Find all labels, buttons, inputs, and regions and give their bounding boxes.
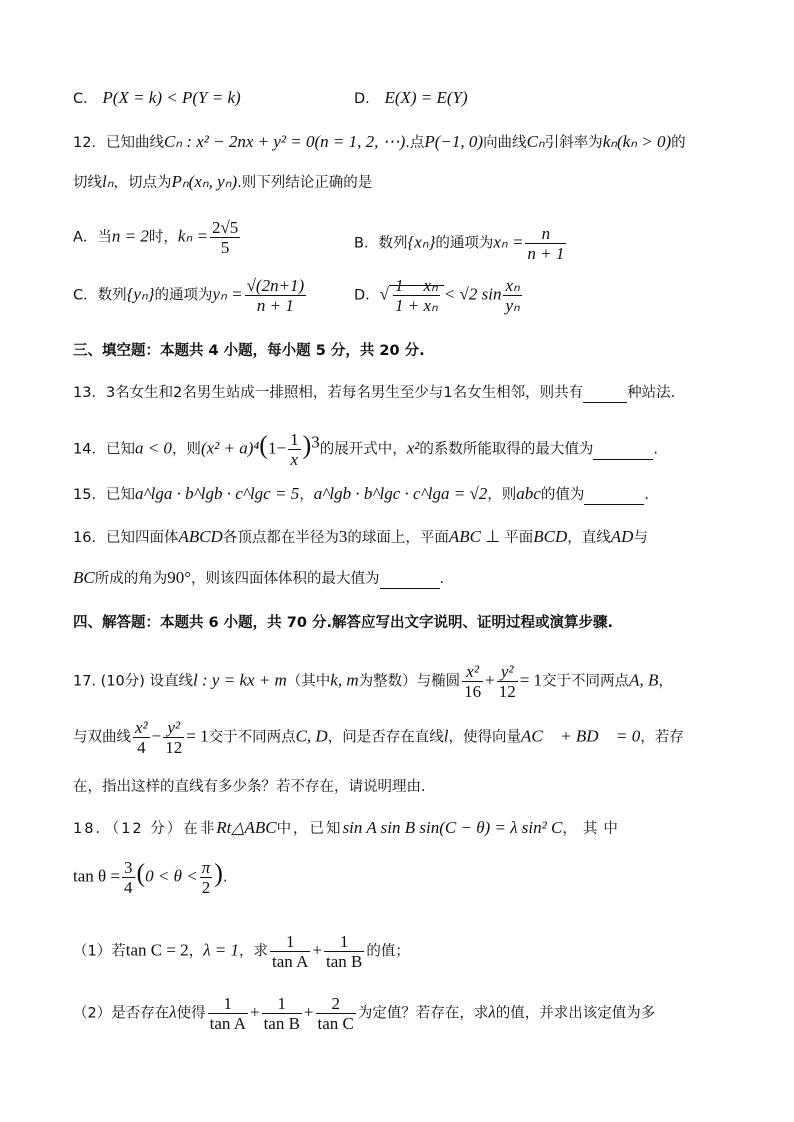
q17-eq2: = 1 [186, 726, 209, 746]
q12-stem-line2 [73, 172, 372, 193]
q12-text: 时， [148, 229, 178, 246]
q18-text: . [222, 869, 228, 886]
q11-option-c-label: C． [73, 91, 98, 107]
q18-line1 [73, 818, 624, 839]
q12-option-d-label: D． [354, 287, 380, 304]
q18-number: 18．（12 分）在非 [73, 821, 217, 837]
q16-text: 与 [633, 530, 648, 546]
fraction-numerator: 1 [208, 994, 248, 1014]
q14-text: ，则 [171, 441, 201, 458]
q15-eq1: a^lga · b^lgb · c^lgc = 5 [134, 484, 300, 503]
q18-part1-cond: tan C = 2 [125, 940, 189, 960]
fraction-denominator: 1 + xₙ [395, 296, 438, 315]
q18-part2-lambda: λ [488, 1002, 496, 1022]
q16-abcd: ABCD [178, 527, 223, 546]
fraction-denominator: tan A [272, 952, 309, 971]
fraction-numerator: 1 − xₙ [395, 276, 438, 295]
q17-text: （其中 [286, 673, 331, 690]
q17-hyperbola-frac1 [133, 718, 150, 757]
q14-text: . [653, 441, 658, 458]
q12-point: P(−1, 0) [424, 132, 484, 151]
q18-part1 [73, 932, 410, 971]
q12-option-b-lhs: xₙ = [493, 232, 524, 252]
fraction-denominator: 4 [124, 878, 133, 897]
answer-blank [583, 382, 627, 403]
fraction-numerator: 1 [290, 430, 299, 449]
fraction-numerator: 2 [316, 994, 356, 1014]
q16-text: 各顶点都在半径为 [222, 530, 339, 546]
answer-blank [593, 439, 653, 460]
fraction-denominator: 16 [464, 682, 482, 701]
q12-tangent-line: lₙ [102, 172, 114, 191]
right-paren: ) [302, 430, 312, 460]
q18-text: 中，已知 [276, 821, 343, 837]
q17-eq1: = 1 [519, 670, 543, 690]
q14-text: 的系数所能取得的最大值为 [419, 441, 594, 458]
q15-text: ，则 [487, 487, 517, 503]
q17-text: 在，指出这样的直线有多少条？若不存在，请说明理由. [73, 779, 426, 795]
q17-vector-eq: AC⃗ + BD⃗ = 0 [520, 726, 641, 746]
q16-text: 16．已知四面体 [73, 530, 179, 546]
q18-part2-label: （2）是否存在 [73, 1005, 170, 1022]
q18-line2 [73, 858, 228, 897]
q14-cond: a < 0 [134, 438, 172, 458]
q12-option-c-seq: {yₙ} [126, 284, 155, 304]
answer-blank [380, 568, 440, 589]
plus-sign: + [249, 1002, 260, 1022]
power-3: 3 [311, 432, 320, 452]
q17-number: 17. (10分) 设直线 [73, 673, 194, 690]
q18-text: 为定值？若存在，求 [357, 1005, 489, 1022]
fraction-denominator: n + 1 [256, 296, 294, 315]
fraction-denominator: yₙ [505, 296, 520, 315]
q12-slope: kₙ(kₙ > 0) [602, 132, 672, 151]
q17-text: ，若存 [640, 729, 684, 746]
q16-angle: 90° [167, 568, 192, 587]
q12-option-c [73, 276, 308, 315]
q18-text: 的值，并求出该定值为多 [495, 1005, 656, 1022]
q12-curve: Cₙ : x² − 2nx + y² = 0(n = 1, 2, ⋯) [163, 132, 406, 151]
q14-expr: (x² + a)⁴ [200, 438, 260, 458]
q18-part2-frac3 [316, 994, 356, 1033]
q16-text: 平面 [504, 530, 534, 546]
q12-option-b-fraction [525, 224, 566, 263]
q17-line3 [73, 776, 426, 797]
q14-one: 1− [267, 438, 287, 458]
q12-text: 的通项为 [154, 287, 213, 304]
fraction-numerator: π [201, 858, 211, 877]
fraction-numerator: xₙ [505, 276, 520, 295]
q15-abc: abc [516, 484, 541, 503]
q12-option-b-seq: {xₙ} [407, 232, 436, 252]
q17-line1 [73, 662, 673, 701]
fraction-denominator: 12 [498, 682, 516, 701]
q16-text: ，则该四面体体积的最大值为 [191, 571, 380, 587]
q17-text: 为整数）与椭圆 [358, 673, 461, 690]
q17-text: ， [658, 673, 673, 690]
q12-option-a-label: A．当 [73, 229, 112, 246]
q12-option-d-fraction [503, 276, 521, 315]
q17-text: 与双曲线 [73, 729, 131, 746]
q18-text: ，求 [239, 943, 269, 960]
q13-text: 种站法. [627, 385, 676, 401]
q16-line-bc: BC [73, 568, 95, 587]
q16-line-ad: AD [610, 527, 634, 546]
q17-text: ，使得向量 [448, 729, 521, 746]
fraction-numerator: y² [497, 662, 518, 682]
q11-option-d-label: D． [354, 91, 380, 107]
q12-option-d [354, 276, 524, 315]
fraction-denominator: tan C [317, 1014, 354, 1033]
q12-text: 已知曲线 [105, 135, 164, 151]
left-paren: ( [136, 858, 146, 888]
q17-hyperbola-frac2 [163, 718, 184, 757]
q18-range-fraction [200, 858, 213, 897]
q16-perp: ⊥ [480, 527, 505, 546]
q15-eq2: a^lgb · b^lgc · c^lga = √2 [313, 484, 488, 503]
fraction-denominator: 12 [165, 738, 183, 757]
q11-option-c [73, 88, 241, 109]
fraction-denominator: 4 [137, 738, 146, 757]
q12-option-a [73, 218, 242, 257]
q15-text: . [644, 487, 649, 503]
q16-text: ，直线 [567, 530, 611, 546]
q12-text: .点 [405, 135, 425, 151]
q18-part1-lambda: λ = 1 [203, 940, 240, 960]
q16-line1 [73, 527, 648, 548]
q15-text: ， [299, 487, 314, 503]
q12-cn: Cₙ [526, 132, 545, 151]
q12-option-c-label: C．数列 [73, 287, 127, 304]
q13 [73, 382, 675, 403]
q17-l: l [443, 726, 449, 746]
fraction-denominator: tan B [325, 952, 363, 971]
fraction-numerator: 1 [324, 932, 364, 952]
fraction-numerator: x² [462, 662, 483, 682]
q12-option-d-sqrt-fraction [393, 276, 440, 315]
q15-text: 的值为 [540, 487, 585, 503]
fraction-numerator: 1 [262, 994, 302, 1014]
section-3-heading [73, 340, 425, 361]
q15 [73, 484, 649, 505]
answer-blank [584, 484, 644, 505]
q12-option-c-lhs: yₙ = [212, 284, 243, 304]
section-4-heading-text: 四、解答题：本题共 6 小题，共 70 分.解答应写出文字说明、证明过程或演算步骤. [73, 615, 613, 631]
q18-tan-lhs: tan θ = [73, 866, 120, 886]
q11-option-c-expr: P(X = k) < P(Y = k) [102, 88, 241, 107]
q12-text: 向曲线 [483, 135, 527, 151]
plus-sign: + [303, 1002, 314, 1022]
q16-text: 所成的角为 [94, 571, 168, 587]
q12-text: .则下列结论正确的是 [237, 175, 373, 191]
fraction-denominator: tan B [263, 1014, 300, 1033]
q16-text: . [439, 571, 445, 587]
q12-option-c-fraction [245, 276, 307, 315]
q18-part2-frac1 [208, 994, 248, 1033]
q18-part1-label: （1）若 [73, 943, 126, 960]
q12-text: 切线 [73, 175, 102, 191]
fraction-numerator: x² [135, 718, 148, 737]
q12-tangent-point: Pₙ(xₙ, yₙ) [171, 172, 238, 191]
q18-part2 [73, 994, 655, 1033]
q18-text: ， [188, 943, 204, 960]
q15-number: 15．已知 [73, 487, 135, 503]
q18-part1-frac2 [324, 932, 364, 971]
fraction-denominator: x [290, 450, 299, 469]
q12-option-d-sqrt [389, 276, 444, 315]
q12-text: ，切点为 [113, 175, 172, 191]
fraction-numerator: 2√5 [211, 218, 239, 237]
q12-text: 引斜率为 [544, 135, 603, 151]
fraction-denominator: 5 [220, 238, 230, 257]
q11-option-d [354, 88, 468, 109]
q17-text: ，问是否存在直线 [327, 729, 444, 746]
section-3-heading-text: 三、填空题：本题共 4 小题，每小题 5 分，共 20 分. [73, 343, 425, 359]
q18-part1-frac1 [270, 932, 310, 971]
fraction-numerator: √(2n+1) [246, 276, 305, 295]
q18-tan-fraction [122, 858, 135, 897]
q12-number: 12． [73, 135, 106, 151]
q14 [73, 430, 658, 469]
q16-plane-bcd: BCD [533, 527, 568, 546]
section-4-heading [73, 612, 613, 633]
q18-part2-lambda: λ [169, 1002, 177, 1022]
fraction-numerator: 3 [124, 858, 133, 877]
q16-line2 [73, 568, 444, 589]
fraction-denominator: 2 [201, 878, 211, 897]
plus-sign: + [312, 940, 322, 960]
q12-option-d-mid: < √2 sin [443, 284, 502, 304]
q12-option-b [354, 224, 568, 263]
right-paren: ) [214, 858, 223, 888]
fraction-numerator: 1 [270, 932, 310, 952]
q12-stem-line1 [73, 132, 686, 153]
q12-option-a-cond: n = 2 [111, 226, 149, 246]
q12-option-a-fraction [210, 218, 240, 257]
q18-text: ，其中 [562, 821, 624, 837]
q12-option-b-label: B．数列 [354, 235, 408, 252]
q17-km: k, m [330, 670, 359, 690]
q18-text: 的值； [366, 943, 410, 960]
q16-text: 的球面上，平面 [347, 530, 449, 546]
q18-expr: sin A sin B sin(C − θ) = λ sin² C [342, 818, 563, 837]
fraction-denominator: n + 1 [527, 244, 565, 263]
q11-option-d-expr: E(X) = E(Y) [384, 88, 468, 107]
fraction-denominator: tan A [209, 1014, 246, 1033]
q12-text: 的通项为 [435, 235, 494, 252]
q14-number: 14．已知 [73, 441, 135, 458]
q18-triangle: Rt△ABC [216, 818, 277, 837]
left-paren: ( [259, 430, 268, 460]
sqrt-sign: √ [379, 284, 390, 304]
q12-text: 的 [671, 135, 686, 151]
fraction-numerator: n [525, 224, 566, 244]
q13-text: 13．3名女生和2名男生站成一排照相，若每名男生至少与1名女生相邻，则共有 [73, 385, 584, 401]
q17-line-eq: l : y = kx + m [193, 670, 287, 690]
q17-text: 交于不同两点 [542, 673, 630, 690]
q14-text: 的展开式中， [319, 441, 407, 458]
q17-minus: − [151, 726, 162, 746]
q17-ab: A, B [629, 670, 659, 690]
q17-ellipse-frac1 [462, 662, 483, 701]
q17-cd: C, D [295, 726, 328, 746]
q17-ellipse-frac2 [497, 662, 518, 701]
q16-radius: 3 [338, 527, 348, 546]
q17-text: 交于不同两点 [208, 729, 296, 746]
q14-x2: x² [406, 438, 420, 458]
q18-part2-frac2 [262, 994, 302, 1033]
q18-range: 0 < θ < [145, 866, 198, 886]
q12-option-a-lhs: kₙ = [177, 226, 208, 246]
q16-plane-abc: ABC [448, 527, 481, 546]
q18-text: 使得 [176, 1005, 206, 1022]
q17-plus: + [485, 670, 495, 690]
q14-fraction [288, 430, 301, 469]
fraction-numerator: y² [163, 718, 184, 738]
q17-line2 [73, 718, 684, 757]
